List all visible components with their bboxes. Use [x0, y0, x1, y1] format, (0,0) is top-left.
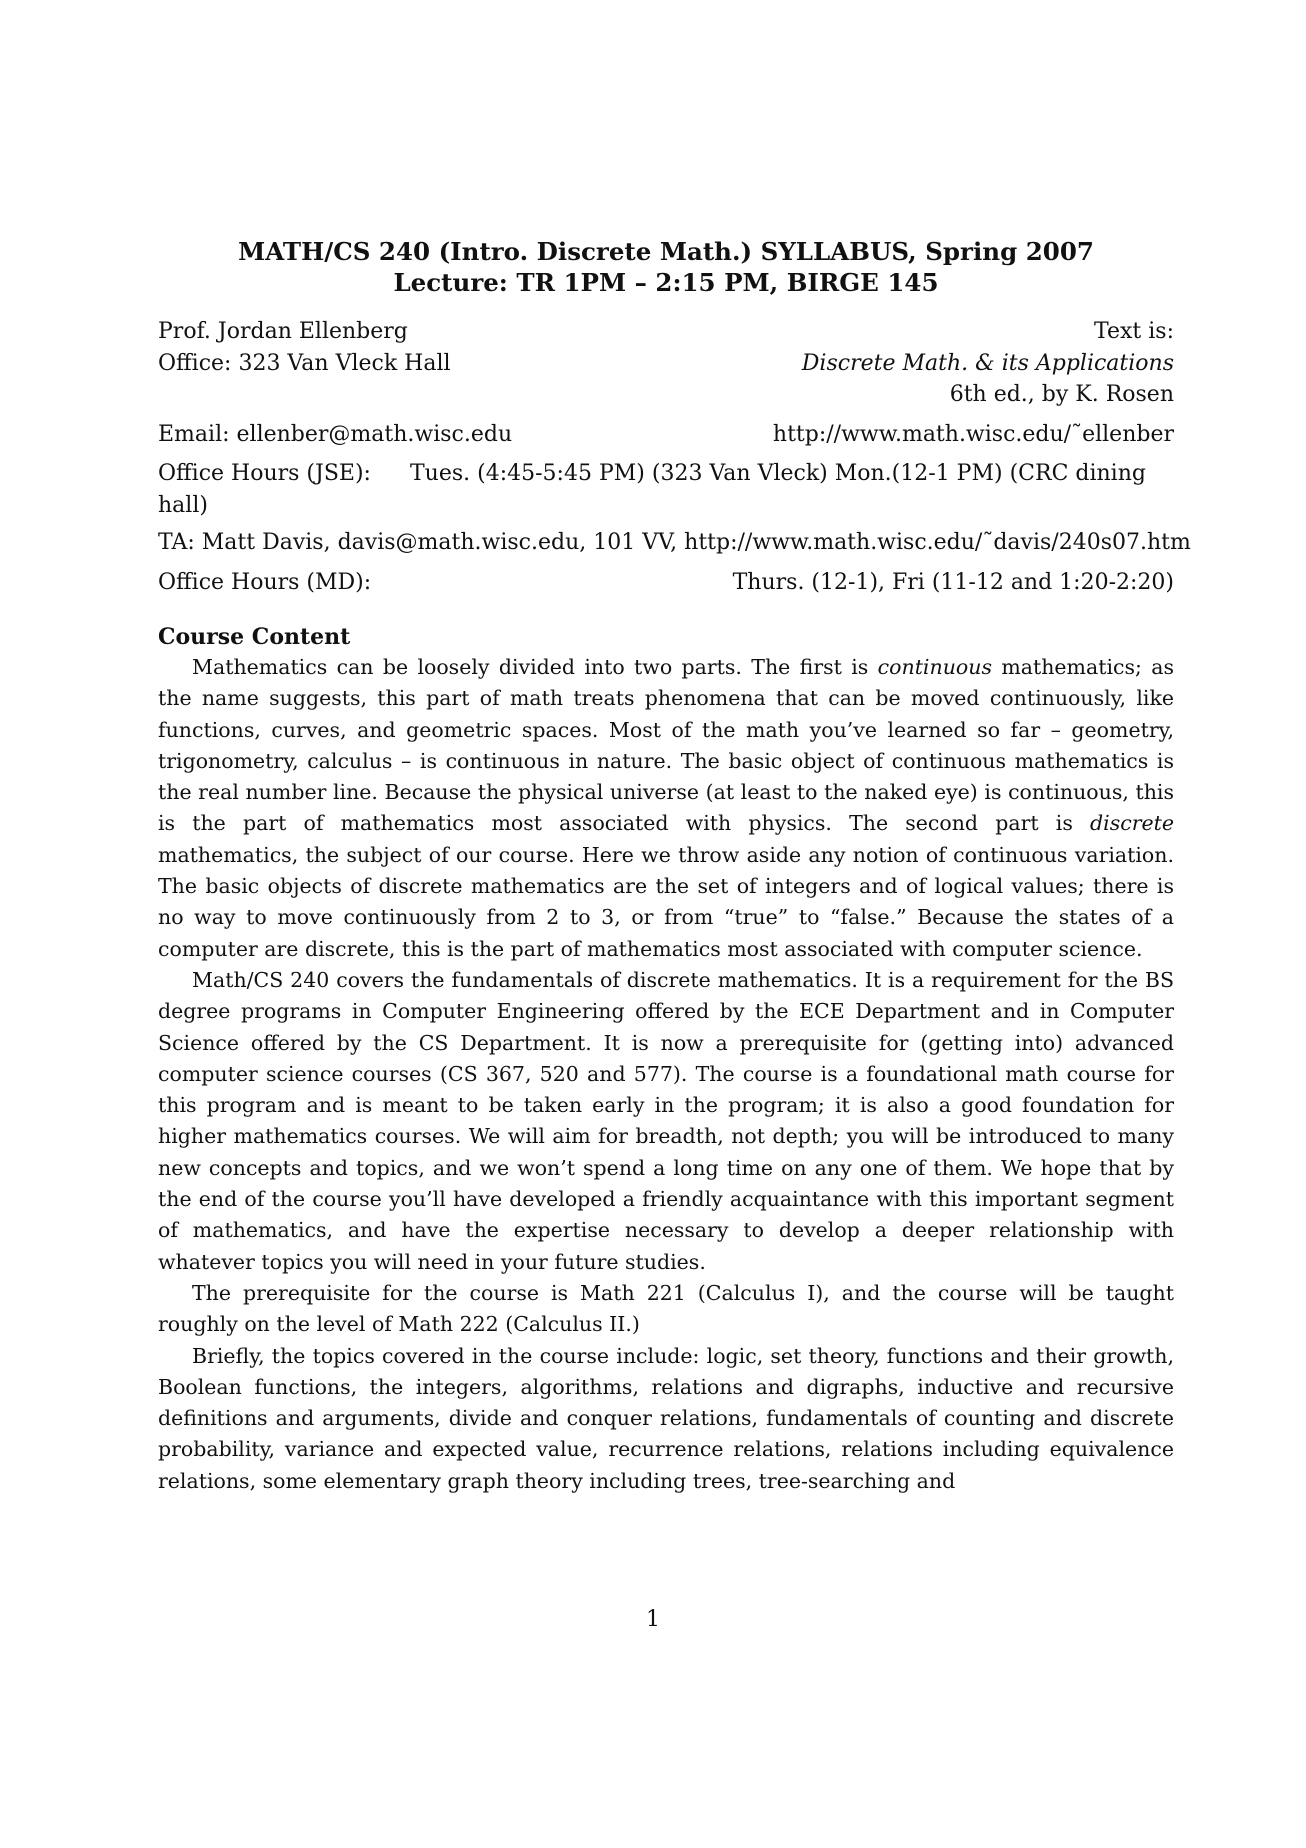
office-hours-md-label: Office Hours (MD): [158, 569, 372, 595]
info-row-office [158, 348, 1174, 380]
instructor-info [158, 316, 1191, 598]
office-location: Office: 323 Van Vleck Hall [158, 350, 451, 376]
ta-info [158, 527, 1191, 559]
title-line-course: MATH/CS 240 (Intro. Discrete Math.) SYLLABUS, Spring 2007 [238, 237, 1094, 266]
paragraph-text: mathematics; as the name suggests, this part of math treats phenomena that can be moved continuously, like functions, curves, and geometric spaces. Most of the math you’ve learned so far – geometry, trigonometry, calculus – is continuous in nature. The basic object of continuous mathematics is the real number line. Because the physical universe (at least to the naked eye) is continuous, this is the part of mathematics most associated with physics. The second part is [158, 655, 1175, 836]
info-row-email [158, 419, 1174, 451]
textbook-edition: 6th ed., by K. Rosen [949, 382, 1174, 407]
office-hours-md-value: Thurs. (12-1), Fri (11-12 and 1:20-2:20) [732, 569, 1174, 595]
ta-url: http://www.math.wisc.edu/˜davis/240s07.htm [684, 530, 1191, 555]
title-line-lecture: Lecture: TR 1PM – 2:15 PM, BIRGE 145 [393, 268, 939, 297]
paragraph-course-overview: Math/CS 240 covers the fundamentals of discrete mathematics. It is a requirement for the BS degree programs in Computer Engineering offered by the ECE Department and in Computer Science offered by the CS Department. It is now a prerequisite for (getting into) advanced computer science courses (CS 367, 520 and 577). The course is a foundational math course for this program and is meant to be taken early in the program; it is also a good foundation for higher mathematics courses. We will aim for breadth, not depth; you will be introduced to many new concepts and topics, and we won’t spend a long time on any one of them. We hope that by the end of the course you’ll have developed a friendly acquaintance with this important segment of mathematics, and have the expertise necessary to develop a deeper relationship with whatever topics you will need in your future studies. [158, 967, 1174, 1274]
homepage-url: http://www.math.wisc.edu/˜ellenber [772, 421, 1174, 447]
office-hours-jse-label: Office Hours (JSE): [158, 461, 371, 486]
info-row-edition [158, 379, 1174, 411]
emphasis-continuous: continuous [877, 655, 992, 679]
email-address: Email: ellenber@math.wisc.edu [158, 421, 513, 447]
paragraph-continuous-vs-discrete [158, 652, 1174, 965]
office-hours-jse-continuation: hall) [158, 492, 208, 518]
text-is-label: Text is: [1094, 319, 1174, 344]
syllabus-page [158, 236, 1191, 1497]
paragraph-topics: Briefly, the topics covered in the course include: logic, set theory, functions and their growth, Boolean functions, the integers, algorithms, relations and digraphs, inductive and recursive definitions and arguments, divide and conquer relations, fundamentals of counting and discrete probability, variance and expected value, recurrence relations, relations including equivalence relations, some elementary graph theory including trees, tree-searching and [158, 1343, 1174, 1493]
office-hours-md [158, 567, 1174, 599]
office-hours-jse-value: Tues. (4:45-5:45 PM) (323 Van Vleck) Mon.(12-1 PM) (CRC dining [410, 461, 1146, 486]
textbook-title: Discrete Math. & its Applications [801, 350, 1174, 376]
professor-name: Prof. Jordan Ellenberg [158, 319, 408, 344]
office-hours-jse [158, 458, 1174, 490]
paragraph-text: Mathematics can be loosely divided into two parts. The first is [192, 655, 878, 679]
info-row-prof [158, 316, 1174, 348]
paragraph-text: mathematics, the subject of our course. Here we throw aside any notion of continuous variation. The basic objects of discrete mathematics are the set of integers and of logical values; there is no way to move continuously from 2 to 3, or from “true” to “false.” Because the states of a computer are discrete, this is the part of mathematics most associated with computer science. [158, 842, 1174, 961]
ta-contact: TA: Matt Davis, davis@math.wisc.edu, 101 VV, [158, 530, 685, 555]
section-heading-course-content: Course Content [158, 624, 351, 650]
page-number: 1 [646, 1607, 660, 1632]
document-title [158, 236, 1174, 298]
paragraph-prerequisite: The prerequisite for the course is Math 221 (Calculus I), and the course will be taught roughly on the level of Math 222 (Calculus II.) [158, 1280, 1174, 1337]
emphasis-discrete: discrete [1090, 811, 1174, 836]
